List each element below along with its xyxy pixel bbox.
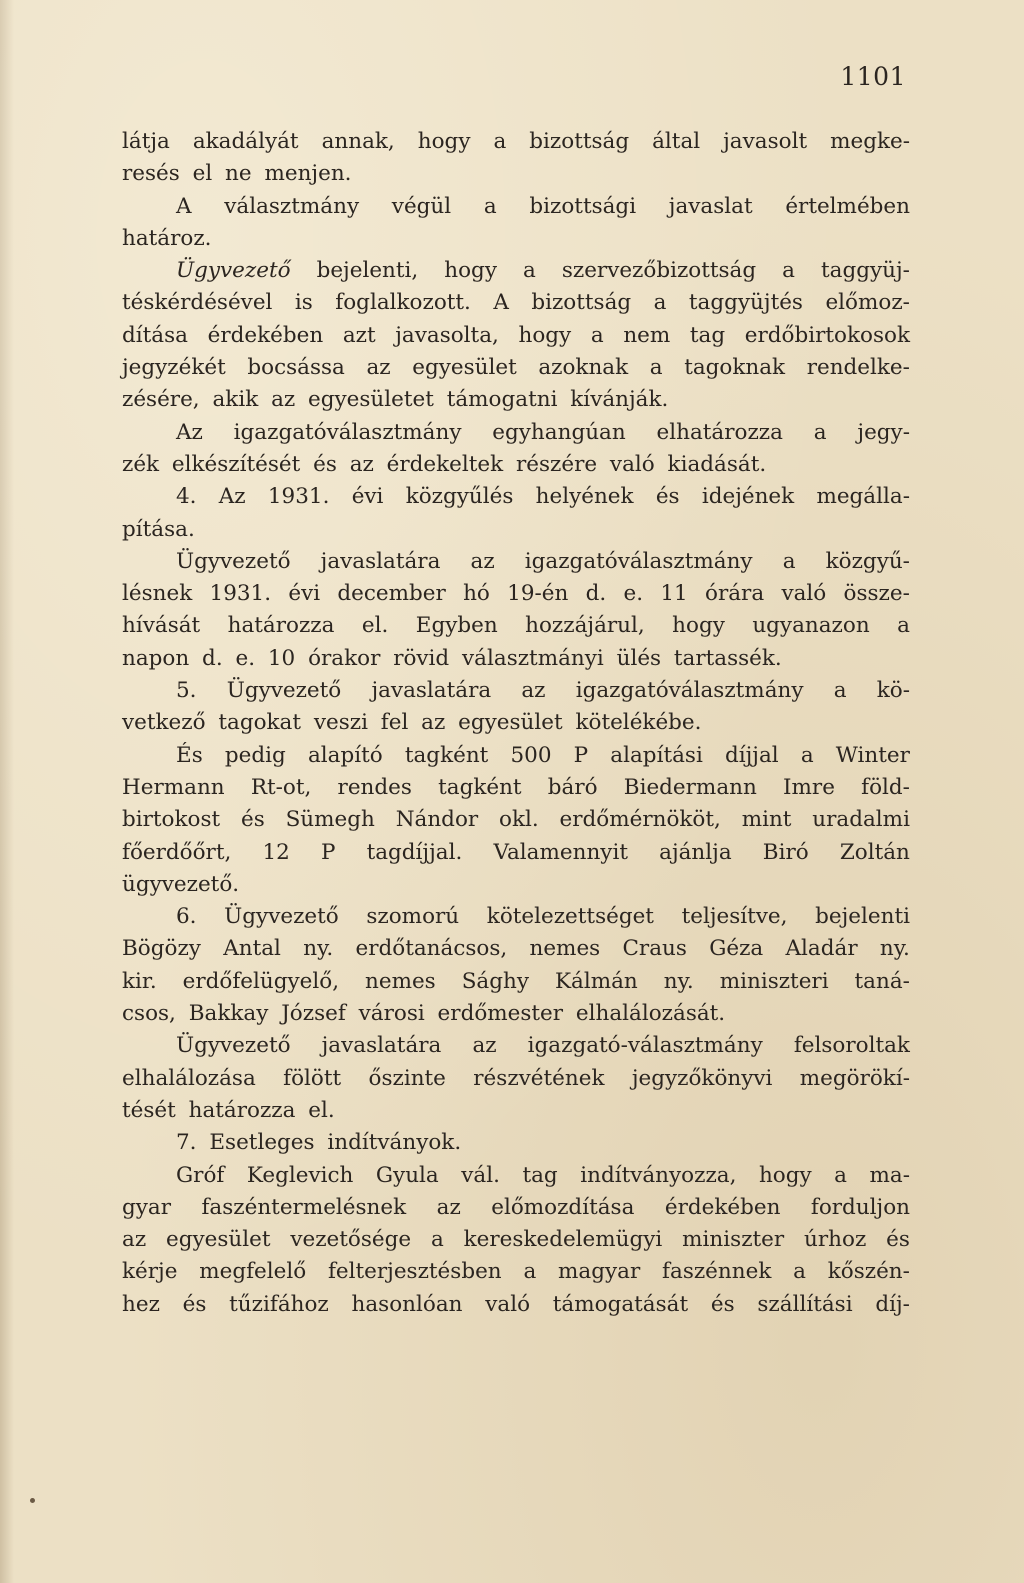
word: ny. [663,968,694,994]
word: téskérdésével [122,290,273,316]
word: felsoroltak [793,1033,910,1059]
word: nemes [529,936,601,962]
word: rendelke- [806,355,910,381]
word: hez [122,1291,160,1317]
word: közgyű- [825,548,910,574]
word: az [521,678,546,704]
word: báró [547,774,598,800]
word: a [833,678,847,704]
word: Gróf [176,1162,225,1188]
word: alapító [307,742,383,768]
word: d. [585,581,607,607]
word: a [649,355,663,381]
word: évi [288,581,321,607]
word: e. [623,581,644,607]
word: jegyzékét [122,355,226,381]
word: és [182,1291,207,1317]
word: ma- [869,1162,910,1188]
word: díj- [875,1291,910,1317]
word: és [710,1291,735,1317]
word: lésnek [122,581,193,607]
word: 6. [176,904,197,930]
word: javaslatára [321,1033,442,1059]
word: 4. [176,484,197,510]
word: Imre [783,774,835,800]
word: végül [391,193,452,219]
text-line [122,933,910,965]
word: faszéntermelésnek [201,1194,407,1220]
word: annak, [321,129,395,154]
word: és [886,1227,910,1253]
word: Valamennyit [493,839,628,865]
word: az [470,548,495,574]
word: Ügyvezető [226,678,342,704]
word: erdőbirtokosok [744,322,910,348]
word: javaslat [668,193,753,219]
word: 11 [660,581,688,607]
text-line [122,772,910,804]
word: Ügyvezető [176,258,291,284]
word: felterjesztésben [327,1259,502,1285]
word: a [897,613,910,639]
text-line [122,352,910,384]
word: A [493,290,509,316]
word: bizottság [531,290,632,316]
text-line: zék elkészítését és az érdekeltek részére való kiadását. [122,451,767,477]
word: bejelenti, [316,258,419,284]
text-line: 7. Esetleges indítványok. [176,1130,462,1156]
word: vezetősége [290,1227,412,1253]
text-line: határoz. [122,225,212,251]
text-line [122,287,910,319]
word: bizottsági [529,193,637,219]
text-line: ügyvezető. [122,871,240,897]
word: kereskedelemügyi [463,1227,663,1253]
word: a [813,419,827,445]
print-speck [30,1498,35,1503]
word: vál. [461,1162,500,1188]
word: helyének [535,484,634,510]
word: erdőfelügyelő, [182,968,340,994]
word: bejelenti [815,904,910,930]
word: Gyula [375,1162,439,1188]
word: nem [623,322,671,348]
word: pedig [224,742,286,768]
word: Biedermann [623,774,757,800]
text-line [122,417,910,449]
word: a [483,193,497,219]
word: évi [351,484,384,510]
word: Rt-ot, [250,774,312,800]
word: javaslatára [371,678,492,704]
word: hívását [122,613,201,639]
word: 500 [510,742,552,768]
word: a [590,322,604,348]
word: kötelezettséget [486,904,654,930]
word: Craus [622,936,687,962]
text-line: tését határozza el. [122,1097,335,1123]
word: Kálmán [554,968,638,994]
word: P [573,742,589,768]
word: Bögözy [122,936,201,962]
word: javaslatára [320,548,441,574]
word: tag [689,322,726,348]
text-line [122,1030,910,1062]
word: 5. [176,678,197,704]
word: hogy [417,129,471,154]
word: Az [176,419,203,445]
word: idejének [701,484,795,510]
word: a [523,1259,537,1285]
word: hogy [672,613,725,639]
word: elhatározza [656,419,783,445]
word: szomorú [366,904,460,930]
word: az [366,355,391,381]
text-line [122,610,910,642]
word: ajánlja [659,839,732,865]
word: és [240,807,265,833]
word: erdőmérnököt, [559,807,721,833]
text-line [122,320,910,352]
word: őszinte [368,1065,446,1091]
word: határozza [227,613,335,639]
word: magyar [558,1259,641,1285]
word: miniszteri [719,968,829,994]
word: Winter [835,742,910,768]
word: és [655,484,680,510]
word: a [834,1162,847,1188]
word: szervezőbizottság [561,258,757,284]
word: 1931. [267,484,330,510]
word: főerdőőrt, [122,839,232,865]
word: igazgató-választmány [527,1033,763,1059]
text-line [122,804,910,836]
word: hasonlóan [351,1291,463,1317]
word: Keglevich [246,1162,354,1188]
word: a [782,258,795,284]
word: Ügyvezető [224,904,339,930]
word: az [436,1194,461,1220]
word: kir. [122,968,157,994]
word: foglalkozott. [335,290,471,316]
word: Hermann [122,774,225,800]
word: Sághy [461,968,529,994]
word: a [782,548,796,574]
word: ugyanazon [752,613,870,639]
word: taggyüj- [821,258,910,284]
word: jegyzőkönyvi [631,1065,773,1091]
word: igazgatóválasztmány [575,678,804,704]
word: hogy [518,322,572,348]
word: tagdíjjal. [366,839,463,865]
word: És [176,742,203,768]
word: az [122,1227,147,1253]
word: kőszén- [827,1259,910,1285]
word: Az [218,484,246,510]
word: Géza [709,936,764,962]
word: Ügyvezető [176,1033,291,1059]
word: a [430,1227,444,1253]
word: értelmében [785,193,910,219]
word: kérje [122,1259,178,1285]
word: is [294,290,313,316]
word: fölött [283,1065,342,1091]
word: hogy [444,258,497,284]
text-line [122,740,910,772]
body-text [122,126,910,1321]
text-line [122,1063,910,1095]
word: szállítási [757,1291,853,1317]
word: Sümegh [285,807,375,833]
text-line: pítása. [122,516,195,542]
text-line [122,126,910,158]
word: tagként [438,774,522,800]
word: érdekében [207,322,324,348]
text-line [122,675,910,707]
word: Aladár [785,936,858,962]
word: előmoz- [825,290,910,316]
word: 19-én [507,581,569,607]
word: választmány [224,193,360,219]
text-line: resés el ne menjen. [122,161,352,187]
word: bocsássa [247,355,345,381]
page-number: 1101 [840,62,906,91]
word: el. [361,613,389,639]
word: megörökí- [799,1065,910,1091]
text-line [122,1192,910,1224]
word: hó [463,581,490,607]
word: támogatását [552,1291,689,1317]
word: erdőtanácsos, [355,936,508,962]
word: tűzifához [229,1291,329,1317]
word: által [652,129,701,154]
word: december [337,581,446,607]
word: Ügyvezető [176,548,291,574]
word: Antal [223,936,281,962]
text-line [122,191,910,223]
word: való [485,1291,531,1317]
word: előmozdítása [491,1194,635,1220]
word: P [320,839,336,865]
word: javasolt [723,129,808,154]
word: tagként [404,742,489,768]
word: ny. [303,936,334,962]
word: egyesület [166,1227,271,1253]
text-line: csos, Bakkay József városi erdőmester elhalálozását. [122,1001,726,1027]
word: a [793,1259,806,1285]
word: úrhoz [804,1227,867,1253]
text-line [122,1289,910,1321]
word: taggyüjtés [688,290,803,316]
word: részvétének [473,1065,605,1091]
word: díjjal [724,742,779,768]
word: faszénnek [662,1259,772,1285]
text-line [122,578,910,610]
word: hogy [758,1162,812,1188]
word: Egyben [415,613,498,639]
word: megálla- [816,484,910,510]
word: való [781,581,827,607]
word: taná- [854,968,910,994]
word: Biró [762,839,809,865]
word: föld- [861,774,910,800]
word: egyesület [412,355,517,381]
word: javasolta, [395,322,499,348]
word: miniszter [682,1227,785,1253]
word: teljesítve, [681,904,788,930]
text-line: vetkező tagokat veszi fel az egyesület kötelékébe. [122,710,702,736]
word: 1931. [209,581,272,607]
text-line [122,546,910,578]
word: tagoknak [684,355,786,381]
word: igazgatóválasztmány [524,548,753,574]
text-line [122,966,910,998]
text-line [122,1224,910,1256]
text-line [122,1160,910,1192]
word: 12 [262,839,290,865]
word: megke- [830,129,910,154]
word: dítása [122,322,188,348]
word: ny. [879,936,910,962]
text-line [122,901,910,933]
text-line [122,1256,910,1288]
word: közgyűlés [405,484,514,510]
text-line: napon d. e. 10 órakor rövid választmányi ülés tartassék. [122,645,782,671]
word: birtokost [122,807,221,833]
word: órára [705,581,765,607]
text-line: zésére, akik az egyesületet támogatni kívánják. [122,387,669,413]
word: Nándor [395,807,479,833]
word: indítványozza, [580,1162,737,1188]
word: érdekében [664,1194,781,1220]
word: a [800,742,814,768]
word: Zoltán [839,839,910,865]
word: kö- [876,678,910,704]
text-line [122,481,910,513]
text-line [122,255,910,287]
word: tag [522,1162,558,1188]
word: okl. [499,807,539,833]
word: az [472,1033,497,1059]
word: nemes [365,968,436,994]
word: jegy- [857,419,910,445]
word: össze- [843,581,910,607]
word: azoknak [538,355,629,381]
word: bizottság [529,129,630,154]
word: akadályát [192,129,299,154]
word: igazgatóválasztmány [233,419,462,445]
word: gyar [122,1194,172,1220]
word: látja [122,129,170,154]
word: A [176,193,192,219]
word: hozzájárul, [525,613,645,639]
word: azt [342,322,376,348]
word: forduljon [810,1194,910,1220]
word: a [653,290,667,316]
word: uradalmi [812,807,910,833]
word: a [522,258,536,284]
word: a [493,129,507,154]
word: mint [741,807,792,833]
text-line [122,837,910,869]
word: egyhangúan [492,419,626,445]
word: megfelelő [199,1259,307,1285]
word: alapítási [610,742,703,768]
word: rendes [337,774,412,800]
word: elhalálozása [122,1065,256,1091]
